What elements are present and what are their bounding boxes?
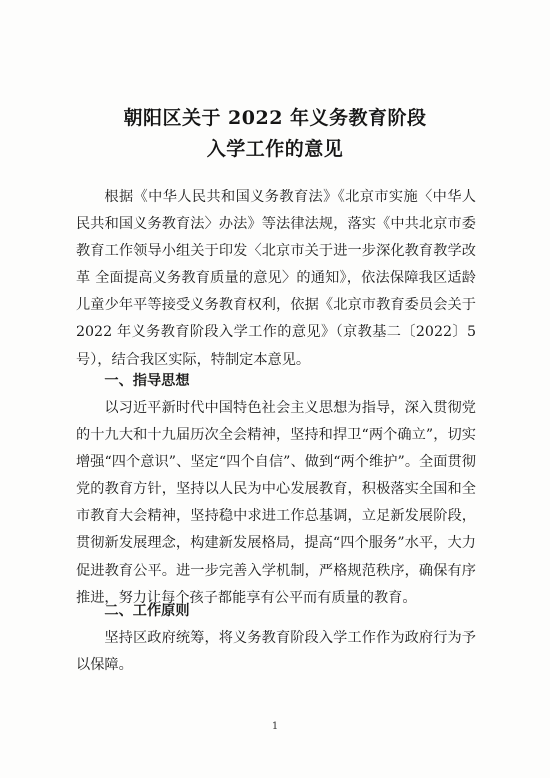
section-heading-guiding-ideology: 一、指导思想 bbox=[104, 373, 190, 389]
document-title-line-2: 入学工作的意见 bbox=[206, 138, 344, 160]
document-title-line-1: 朝阳区关于 2022 年义务教育阶段 bbox=[123, 107, 427, 129]
section1-paragraph-block bbox=[76, 395, 476, 612]
page-number: 1 bbox=[271, 721, 279, 732]
intro-paragraph-block bbox=[76, 184, 476, 374]
intro-paragraph: 根据《中华人民共和国义务教育法》《北京市实施〈中华人民共和国义务教育法〉办法》等法律法规，落实《中共北京市委教育工作领导小组关于印发〈北京市关于进一步深化教育教学改革 全面提高义务教育质量的意见〉的通知》，依法保障我区适龄儿童少年平等接受义务教育权利，依据《北京市教育委员会关于 2022 年义务教育阶段入学工作的意见》（京教基二〔2022〕5 号），结合我区实际，特制定本意见。 bbox=[76, 189, 476, 368]
section2-paragraph-block bbox=[76, 625, 476, 679]
section2-paragraph: 坚持区政府统筹，将义务教育阶段入学工作作为政府行为予以保障。 bbox=[76, 630, 476, 674]
section-heading-work-principles: 二、工作原则 bbox=[104, 603, 190, 619]
section1-paragraph: 以习近平新时代中国特色社会主义思想为指导，深入贯彻党的十九大和十九届历次全会精神，坚持和捍卫“两个确立”，切实增强“四个意识”、坚定“四个自信”、做到“两个维护”。全面贯彻党的教育方针，坚持以人民为中心发展教育，积极落实全国和全市教育大会精神，坚持稳中求进工作总基调，立足新发展阶段，贯彻新发展理念，构建新发展格局，提高“四个服务”水平，大力促进教育公平。进一步完善入学机制，严格规范秩序，确保有序推进，努力让每个孩子都能享有公平而有质量的教育。 bbox=[76, 400, 476, 606]
